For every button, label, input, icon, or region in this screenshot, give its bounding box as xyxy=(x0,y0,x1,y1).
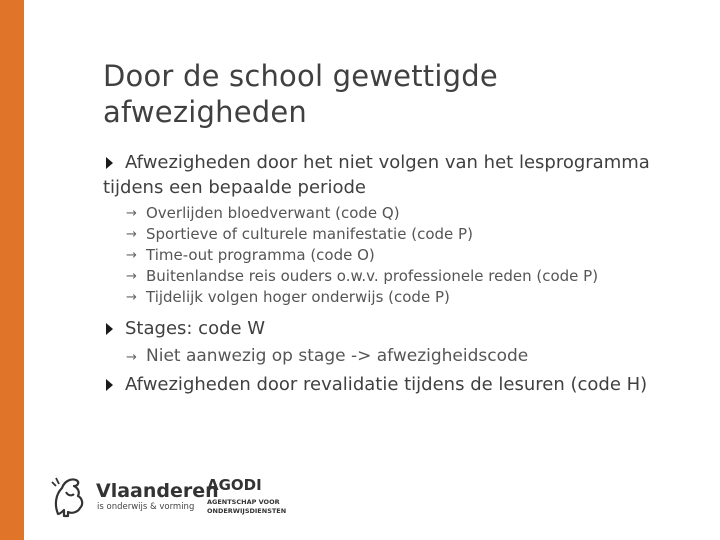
arrow-bullet-icon: → xyxy=(126,206,137,221)
vlaanderen-subtitle: is onderwijs & vorming xyxy=(97,502,195,512)
accent-side-bar xyxy=(0,0,24,540)
arrow-bullet-icon: → xyxy=(126,350,137,365)
list-item: → Overlijden bloedverwant (code Q) xyxy=(126,204,400,222)
list-item: → Buitenlandse reis ouders o.w.v. professionele reden (code P) xyxy=(126,267,599,285)
arrow-bullet-icon: → xyxy=(126,227,137,242)
slide-content xyxy=(103,150,683,397)
list-item: → Sportieve of culturele manifestatie (code P) xyxy=(126,225,473,243)
bullet-1-text: Afwezigheden door het niet volgen van het lesprogramma tijdens een bepaalde periode xyxy=(103,152,650,198)
bullet-2-text: Stages: code W xyxy=(125,318,266,339)
agodi-logo-text: AGODI xyxy=(207,476,262,494)
list-item: → Tijdelijk volgen hoger onderwijs (code P) xyxy=(126,288,450,306)
agodi-subtitle: AGENTSCHAP VOOR ONDERWIJSDIENSTEN xyxy=(207,498,287,515)
triangle-bullet-icon xyxy=(106,323,113,335)
arrow-bullet-icon: → xyxy=(126,269,137,284)
footer-logos xyxy=(50,468,350,528)
list-item: → Time-out programma (code O) xyxy=(126,246,375,264)
triangle-bullet-icon xyxy=(106,157,113,169)
flemish-lion-icon xyxy=(50,474,90,518)
bullet-1-sublist xyxy=(103,203,683,308)
bullet-2 xyxy=(103,316,683,341)
bullet-1 xyxy=(103,150,683,200)
vlaanderen-logo-text: Vlaanderen xyxy=(96,480,219,502)
bullet-3 xyxy=(103,372,683,397)
list-item: → Niet aanwezig op stage -> afwezigheidscode xyxy=(126,344,683,368)
arrow-bullet-icon: → xyxy=(126,290,137,305)
arrow-bullet-icon: → xyxy=(126,248,137,263)
bullet-2-sublist xyxy=(103,344,683,368)
triangle-bullet-icon xyxy=(106,379,113,391)
slide-title: Door de school gewettigde afwezigheden xyxy=(103,59,498,129)
bullet-3-text: Afwezigheden door revalidatie tijdens de lesuren (code H) xyxy=(125,374,648,395)
